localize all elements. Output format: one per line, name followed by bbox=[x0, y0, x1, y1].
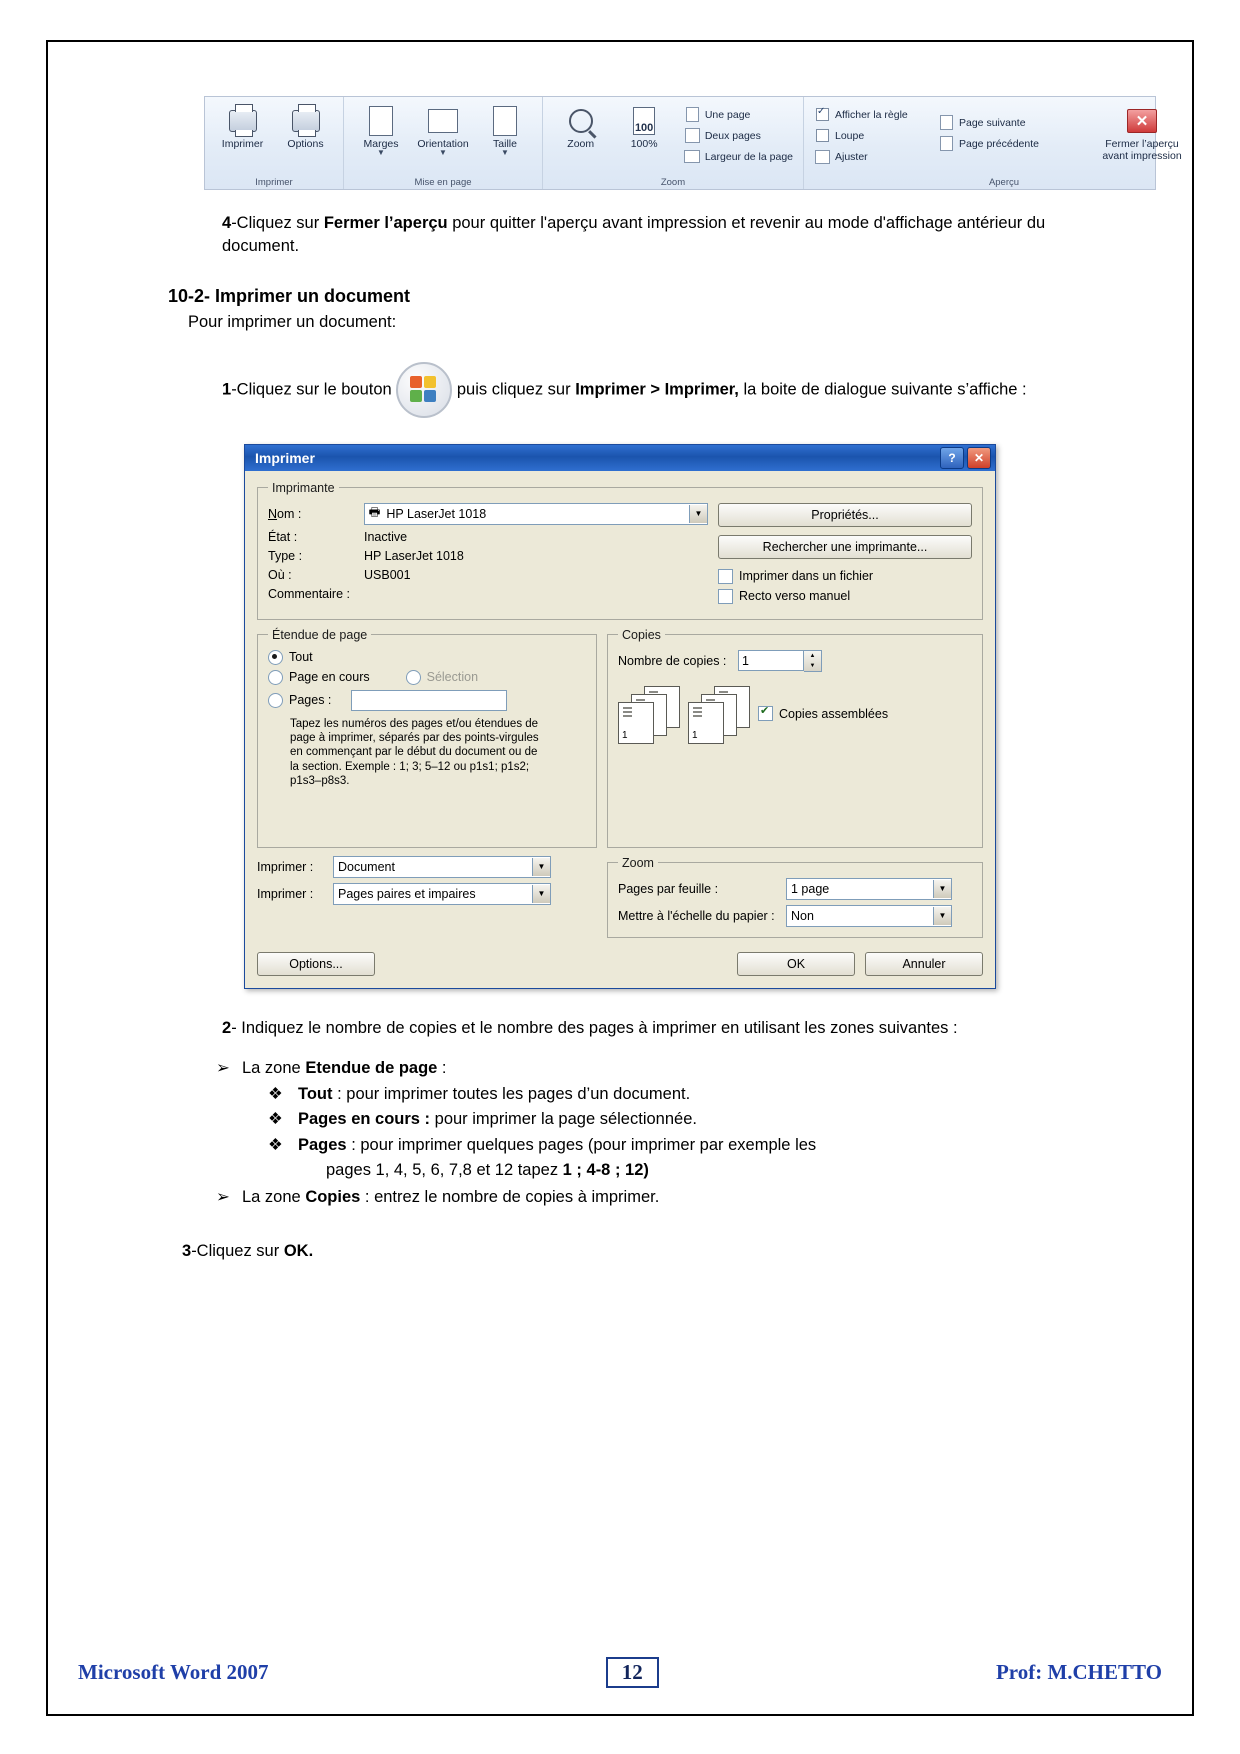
step-bold: Fermer l’aperçu bbox=[323, 214, 448, 232]
ribbon-group-mise-en-page bbox=[344, 97, 543, 189]
ribbon-button-label: Imprimer bbox=[221, 138, 264, 150]
step-text-2: pour quitter l'aperçu avant impression et revenir au mode d'affichage antérieur du document. bbox=[222, 214, 1046, 255]
ribbon-group-imprimer bbox=[205, 97, 344, 189]
copies-count-input[interactable]: 1 bbox=[738, 650, 804, 671]
printer-icon bbox=[229, 104, 257, 138]
ribbon-button-taille[interactable] bbox=[474, 102, 536, 158]
copies-group bbox=[607, 628, 983, 848]
pages-per-sheet-label: Pages par feuille : bbox=[618, 881, 719, 896]
footer-left-text: Microsoft Word 2007 bbox=[78, 1660, 269, 1684]
print-what-label-1: Imprimer : bbox=[257, 859, 314, 874]
checkbox-icon[interactable] bbox=[758, 706, 773, 721]
printer-where-value: USB001 bbox=[364, 567, 411, 582]
printer-state-label: État : bbox=[268, 529, 298, 544]
ribbon-check-afficher-regle[interactable] bbox=[810, 104, 934, 125]
ribbon-button-label: 100% bbox=[630, 138, 658, 150]
ribbon-button-ajuster[interactable] bbox=[810, 146, 934, 167]
ribbon-button-zoom-100[interactable] bbox=[612, 102, 675, 152]
print-what-combo-1[interactable] bbox=[333, 856, 551, 878]
properties-button[interactable]: Propriétés... bbox=[718, 503, 972, 527]
step-text-3: la boite de dialogue suivante s’affiche : bbox=[738, 379, 1027, 398]
checkbox-icon[interactable] bbox=[718, 569, 733, 584]
close-preview-icon: ✕ bbox=[1127, 104, 1157, 138]
shrink-to-fit-icon bbox=[814, 149, 831, 165]
chevron-down-icon[interactable]: ▼ bbox=[532, 858, 550, 876]
find-printer-button[interactable]: Rechercher une imprimante... bbox=[718, 535, 972, 559]
printer-type-value: HP LaserJet 1018 bbox=[364, 548, 464, 563]
scale-to-paper-combo[interactable] bbox=[786, 905, 952, 927]
list-item-bold: Pages bbox=[298, 1135, 347, 1154]
step-3-paragraph bbox=[182, 1240, 1128, 1263]
collate-row[interactable] bbox=[758, 706, 888, 721]
manual-duplex-row[interactable] bbox=[718, 589, 972, 604]
bullet-marker-icon: ❖ bbox=[268, 1110, 283, 1129]
page-footer bbox=[78, 1657, 1162, 1688]
ribbon-button-label: Marges bbox=[363, 138, 399, 150]
page-range-legend: Étendue de page bbox=[272, 627, 368, 642]
step-bold: OK. bbox=[283, 1241, 314, 1260]
dialog-titlebar bbox=[245, 445, 995, 471]
range-current-label: Page en cours bbox=[289, 670, 370, 685]
printer-small-icon: 🖶 bbox=[368, 505, 381, 520]
chevron-down-icon[interactable]: ▼ bbox=[377, 148, 385, 157]
zoom-group bbox=[607, 856, 983, 938]
ribbon-group-title: Zoom bbox=[660, 177, 686, 188]
section-heading: 10-2- Imprimer un document bbox=[168, 285, 411, 306]
ribbon-button-marges[interactable] bbox=[350, 102, 412, 158]
printer-where-label: Où : bbox=[268, 567, 292, 582]
ribbon-group-apercu bbox=[804, 97, 1204, 189]
list-item bbox=[268, 1108, 1076, 1131]
step-text: - Indiquez le nombre de copies et le nombre des pages à imprimer en utilisant les zones suivantes : bbox=[231, 1018, 958, 1037]
scale-to-paper-label: Mettre à l'échelle du papier : bbox=[618, 908, 775, 923]
ribbon-button-label: Orientation bbox=[417, 138, 469, 150]
copies-count-label: Nombre de copies : bbox=[618, 653, 727, 668]
dialog-title-text: Imprimer bbox=[255, 449, 315, 466]
printer-name-combo[interactable] bbox=[364, 503, 708, 525]
ribbon-item-largeur-page[interactable] bbox=[680, 146, 797, 167]
zoom-100-icon: 100 bbox=[633, 104, 655, 138]
bullet-marker-icon: ❖ bbox=[268, 1135, 283, 1154]
printer-state-value: Inactive bbox=[364, 529, 408, 544]
printer-group bbox=[257, 481, 983, 620]
ribbon-item-label: Une page bbox=[704, 108, 751, 121]
print-what-row-2[interactable] bbox=[257, 883, 597, 905]
page-range-group bbox=[257, 628, 597, 848]
copies-legend: Copies bbox=[622, 627, 661, 642]
next-page-icon bbox=[938, 115, 955, 131]
ribbon-item-label: Largeur de la page bbox=[704, 150, 793, 163]
two-pages-icon bbox=[684, 128, 701, 144]
radio-icon[interactable] bbox=[268, 670, 283, 685]
step-text: -Cliquez sur bbox=[191, 1241, 284, 1260]
chevron-down-icon[interactable]: ▼ bbox=[532, 885, 550, 903]
manual-duplex-label: Recto verso manuel bbox=[739, 589, 851, 604]
magnifier-icon bbox=[569, 104, 593, 138]
dialog-footer bbox=[257, 952, 983, 976]
pages-per-sheet-value: 1 page bbox=[791, 881, 830, 896]
list-item-post: : bbox=[437, 1059, 447, 1078]
ribbon-item-label: Deux pages bbox=[704, 129, 761, 142]
list-item-pre: pages 1, 4, 5, 6, 7,8 et 12 tapez bbox=[326, 1160, 563, 1179]
ribbon-group-title: Aperçu bbox=[988, 177, 1020, 188]
print-dialog bbox=[244, 444, 996, 989]
list-item-post: : pour imprimer quelques pages (pour imprimer par exemple les bbox=[346, 1135, 817, 1154]
print-what-label-2: Imprimer : bbox=[257, 886, 314, 901]
ribbon-button-label: Taille bbox=[493, 138, 517, 150]
list-item-pre: La zone bbox=[242, 1188, 306, 1207]
printer-type-label: Type : bbox=[268, 548, 303, 563]
ribbon-item-label: Page précédente bbox=[959, 137, 1039, 150]
one-page-icon bbox=[684, 107, 701, 123]
list-item-post: : entrez le nombre de copies à imprimer. bbox=[360, 1188, 660, 1207]
step-text: -Cliquez sur le bouton bbox=[231, 379, 392, 398]
ribbon-item-label: Afficher la règle bbox=[835, 108, 908, 121]
list-item-bold: Copies bbox=[305, 1188, 361, 1207]
page-content bbox=[34, 34, 1206, 1263]
list-item-continuation bbox=[326, 1159, 1076, 1182]
ribbon-group-title: Mise en page bbox=[414, 177, 472, 188]
close-icon[interactable]: ✕ bbox=[967, 447, 991, 469]
bullet-marker-icon: ➢ bbox=[216, 1059, 230, 1078]
collate-label: Copies assemblées bbox=[779, 706, 889, 721]
ribbon-group-zoom bbox=[543, 97, 804, 189]
help-button[interactable]: ? bbox=[940, 447, 964, 469]
printer-comment-label: Commentaire : bbox=[268, 586, 350, 601]
scale-to-paper-value: Non bbox=[791, 908, 814, 923]
radio-icon-selection bbox=[406, 670, 421, 685]
step-4-paragraph bbox=[222, 212, 1062, 258]
page-number: 12 bbox=[606, 1657, 659, 1688]
chevron-down-icon[interactable]: ▼ bbox=[933, 907, 951, 925]
ribbon-item-page-precedente[interactable] bbox=[934, 133, 1086, 154]
step-1-paragraph bbox=[222, 362, 1062, 418]
ribbon-check-loupe[interactable] bbox=[810, 125, 934, 146]
size-icon bbox=[493, 104, 517, 138]
ribbon-button-fermer-apercu[interactable] bbox=[1086, 102, 1198, 164]
radio-icon[interactable] bbox=[268, 693, 283, 708]
chevron-down-icon[interactable]: ▼ bbox=[439, 148, 447, 157]
bullet-marker-icon: ➢ bbox=[216, 1188, 230, 1207]
step-text-2: puis cliquez sur bbox=[452, 379, 576, 398]
ribbon-item-label: Page suivante bbox=[959, 116, 1026, 129]
list-item-post: : pour imprimer toutes les pages d’un document. bbox=[332, 1084, 691, 1103]
bullet-list bbox=[216, 1057, 1076, 1210]
ribbon-group-title: Imprimer bbox=[255, 177, 293, 188]
range-pages-input[interactable] bbox=[351, 690, 507, 711]
zoom-legend: Zoom bbox=[622, 855, 654, 870]
chevron-down-icon[interactable]: ▼ bbox=[689, 505, 707, 523]
chevron-down-icon[interactable]: ▼ bbox=[501, 148, 509, 157]
ribbon-button-label: Zoom bbox=[567, 138, 595, 150]
step-number: 2 bbox=[222, 1018, 232, 1037]
print-what-value-2: Pages paires et impaires bbox=[338, 886, 476, 901]
ribbon-item-deux-pages[interactable] bbox=[680, 125, 797, 146]
range-pages-row[interactable] bbox=[268, 690, 586, 711]
bullet-marker-icon: ❖ bbox=[268, 1084, 283, 1103]
ribbon-button-label-line2: avant impression bbox=[1102, 150, 1182, 162]
footer-right-text: Prof: M.CHETTO bbox=[995, 1660, 1162, 1684]
ribbon-button-label: Options bbox=[287, 138, 324, 150]
step-number: 1 bbox=[222, 379, 232, 398]
list-item-pre: La zone bbox=[242, 1059, 306, 1078]
step-number: 3 bbox=[182, 1241, 192, 1260]
print-what-combo-2[interactable] bbox=[333, 883, 551, 905]
page-width-icon bbox=[684, 149, 701, 165]
print-to-file-label: Imprimer dans un fichier bbox=[739, 569, 874, 584]
checkbox-icon bbox=[814, 128, 831, 144]
list-item-post: pour imprimer la page sélectionnée. bbox=[430, 1110, 697, 1129]
step-number: 4 bbox=[222, 214, 232, 232]
options-button[interactable]: Options... bbox=[257, 952, 375, 976]
range-all-row[interactable] bbox=[268, 650, 586, 665]
step-bold: Imprimer > Imprimer, bbox=[575, 379, 739, 398]
radio-icon[interactable] bbox=[268, 650, 283, 665]
list-item-bold: Etendue de page bbox=[305, 1059, 438, 1078]
checkbox-icon[interactable] bbox=[718, 589, 733, 604]
ribbon-button-options[interactable] bbox=[274, 102, 337, 152]
ribbon-item-une-page[interactable] bbox=[680, 104, 797, 125]
ribbon-item-page-suivante[interactable] bbox=[934, 112, 1086, 133]
ribbon-button-zoom[interactable] bbox=[549, 102, 612, 152]
print-what-value-1: Document bbox=[338, 859, 395, 874]
print-what-row-1[interactable] bbox=[257, 856, 597, 878]
step-2-paragraph bbox=[222, 1017, 1072, 1040]
range-selection-label: Sélection bbox=[426, 670, 479, 685]
printer-options-icon bbox=[292, 104, 320, 138]
list-item bbox=[216, 1057, 1076, 1080]
copies-spinner[interactable]: ▲ ▼ bbox=[804, 650, 822, 672]
printer-name-label: Nom : bbox=[268, 506, 302, 521]
list-item bbox=[216, 1186, 1076, 1209]
previous-page-icon bbox=[938, 136, 955, 152]
ribbon-button-label-line1: Fermer l’aperçu bbox=[1105, 138, 1179, 150]
list-item-bold: 1 ; 4-8 ; 12) bbox=[562, 1160, 649, 1179]
pages-per-sheet-combo[interactable] bbox=[786, 878, 952, 900]
print-to-file-row[interactable] bbox=[718, 569, 972, 584]
list-item bbox=[268, 1134, 1076, 1157]
list-item bbox=[268, 1083, 1076, 1106]
ribbon-item-label: Loupe bbox=[835, 129, 865, 142]
range-pages-label: Pages : bbox=[289, 693, 332, 708]
margins-icon bbox=[369, 104, 393, 138]
collate-preview-icon: 1 1 bbox=[618, 686, 738, 742]
ribbon-item-label: Ajuster bbox=[835, 150, 868, 163]
list-item-bold: Tout bbox=[298, 1084, 333, 1103]
ok-button[interactable]: OK bbox=[737, 952, 855, 976]
ribbon-button-orientation[interactable] bbox=[412, 102, 474, 158]
orientation-icon bbox=[428, 104, 458, 138]
step-text: -Cliquez sur bbox=[231, 214, 324, 232]
office-button-icon bbox=[396, 362, 452, 418]
cancel-button[interactable]: Annuler bbox=[865, 952, 983, 976]
range-current-row[interactable] bbox=[268, 670, 586, 685]
ribbon-button-imprimer[interactable] bbox=[211, 102, 274, 152]
list-item-bold: Pages en cours : bbox=[298, 1110, 431, 1129]
dialog-body bbox=[245, 471, 995, 988]
range-all-label: Tout bbox=[289, 650, 313, 665]
chevron-down-icon[interactable]: ▼ bbox=[933, 880, 951, 898]
checkbox-icon bbox=[814, 107, 831, 123]
range-hint-text: Tapez les numéros des pages et/ou étendues de page à imprimer, séparés par des points-virgules en commençant par le début du document ou de la section. Exemple : 1; 3; 5–12 ou p1s1; p1s2; p1s3–p8s3. bbox=[290, 717, 539, 788]
printer-name-value: HP LaserJet 1018 bbox=[386, 506, 487, 521]
section-subheading: Pour imprimer un document: bbox=[188, 312, 397, 331]
print-preview-ribbon bbox=[204, 96, 1182, 190]
printer-group-legend: Imprimante bbox=[272, 480, 335, 495]
